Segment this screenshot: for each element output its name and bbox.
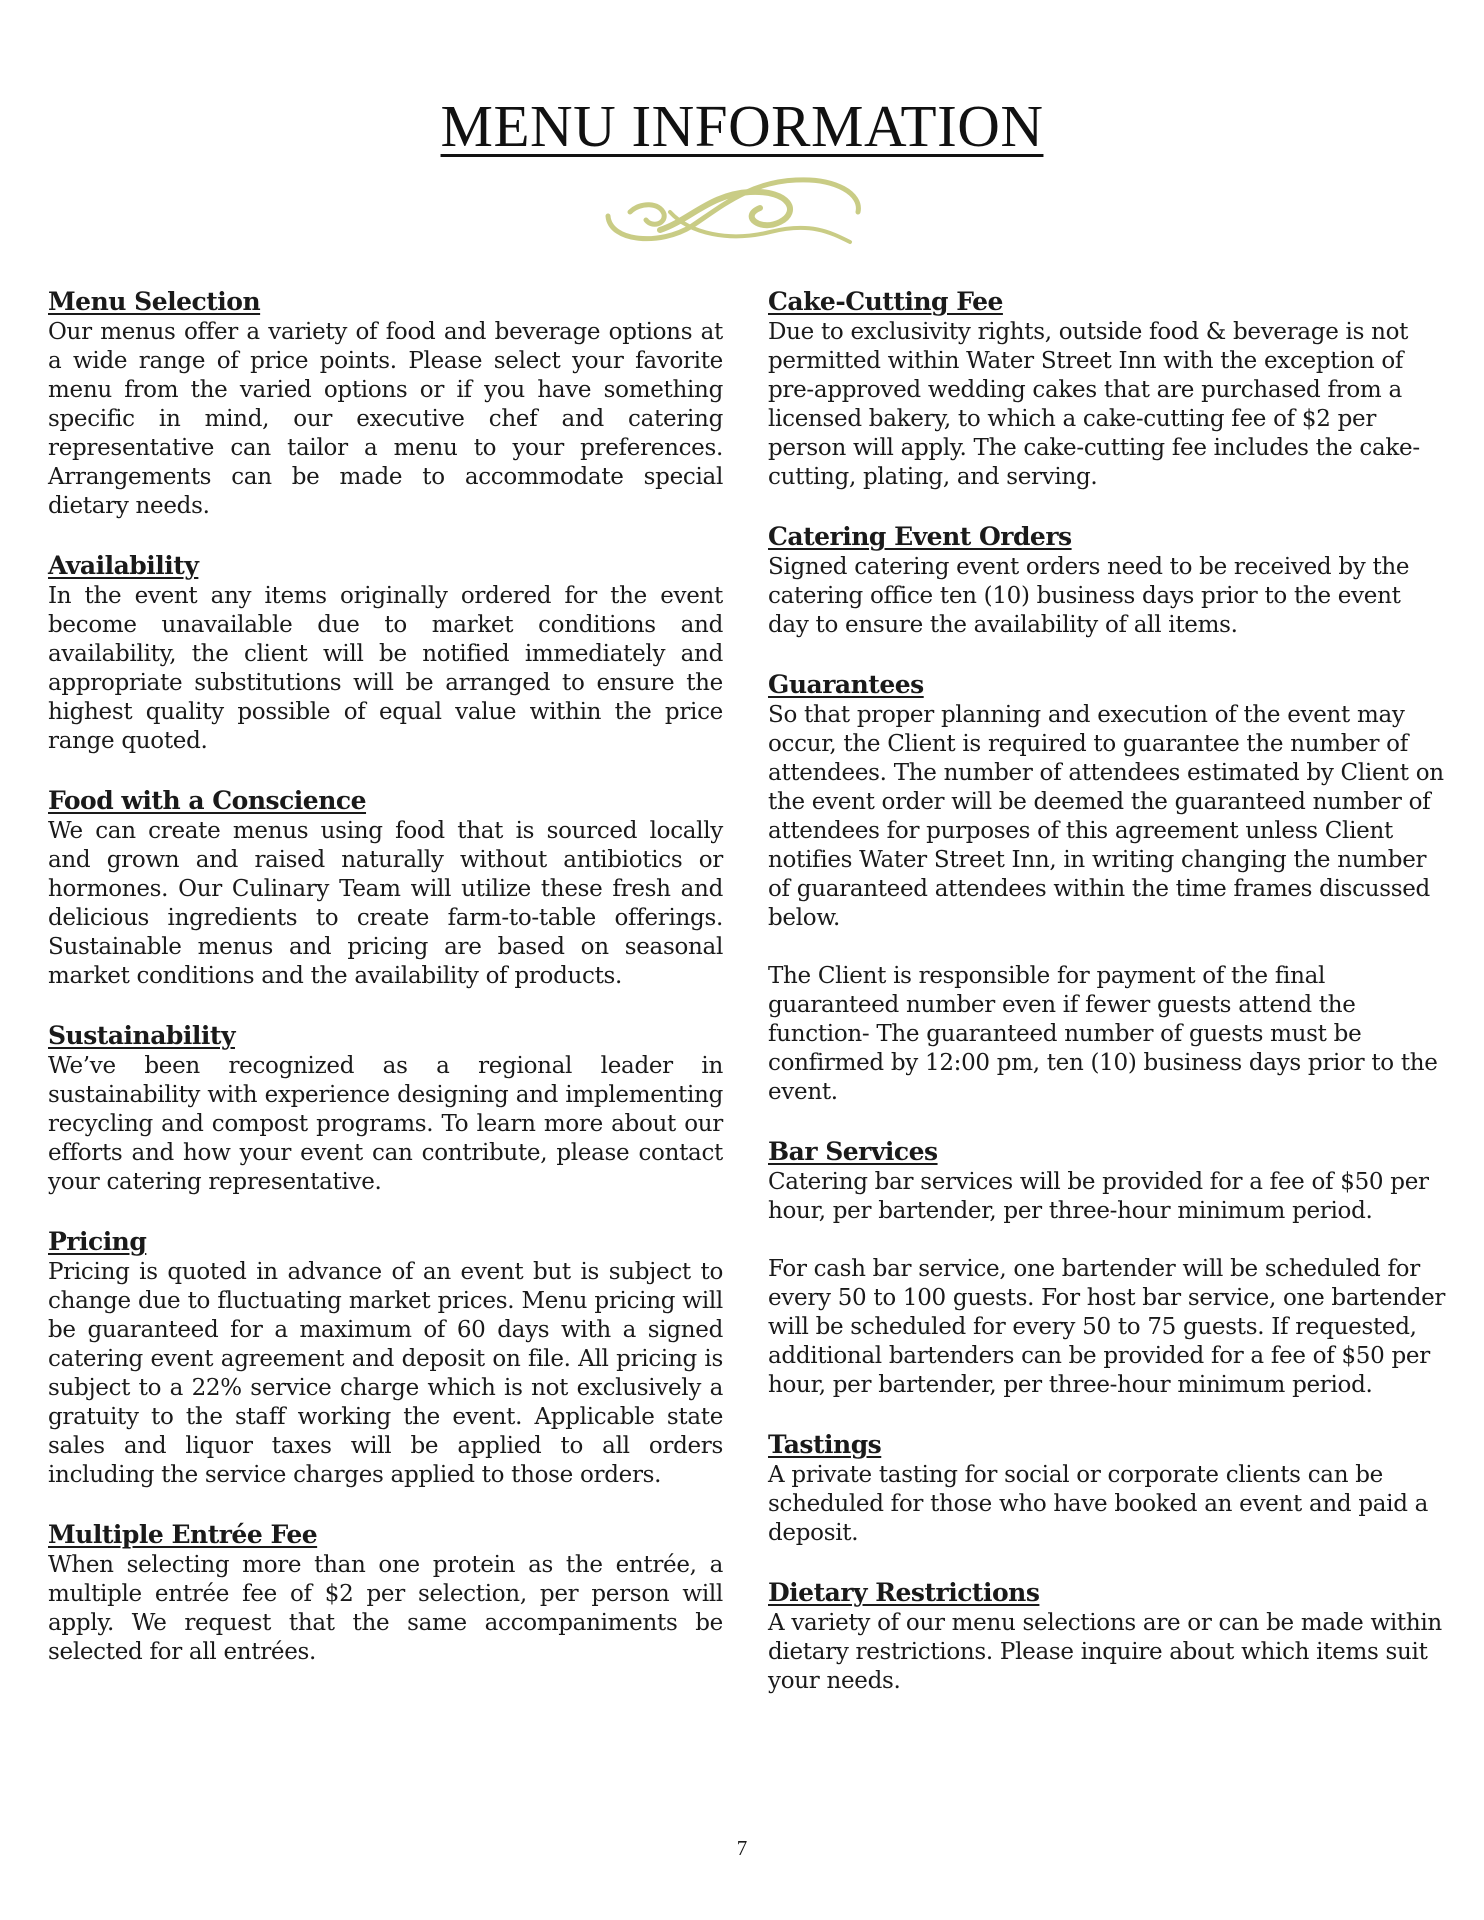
section-paragraph: Signed catering event orders need to be received by the catering office ten (10) business days prior to the event day to ensure the availability of all items.: [768, 554, 1410, 638]
section-paragraph: When selecting more than one protein as the entrée, a multiple entrée fee of $2 per selection, per person will apply. We request that the same accompaniments be selected for all entrées.: [48, 1552, 723, 1665]
section-heading: Guarantees: [768, 670, 924, 699]
section-dietary-restrictions: [768, 1577, 1448, 1696]
section-cake-cutting-fee: [768, 286, 1448, 492]
section-paragraph: A private tasting for social or corporate clients can be scheduled for those who have booked an event and paid a deposit.: [768, 1462, 1429, 1546]
section-heading: Cake-Cutting Fee: [768, 287, 1003, 316]
section-guarantees: [768, 669, 1448, 1107]
section-catering-event-orders: [768, 521, 1448, 640]
section-heading: Pricing: [48, 1227, 147, 1256]
left-column: [48, 286, 723, 1696]
section-paragraph: Our menus offer a variety of food and beverage options at a wide range of price points. Please select your favorite menu from the varied options or if you have something specific in mind, our executive chef and catering representative can tailor a menu to your preferences. Arrangements can be made to accommodate special dietary needs.: [48, 319, 723, 519]
right-column: [768, 286, 1448, 1725]
section-paragraph: For cash bar service, one bartender will be scheduled for every 50 to 100 guests. For host bar service, one bartender will be scheduled for every 50 to 75 guests. If requested, additional bartenders can be provided for a fee of $50 per hour, per bartender, per three-hour minimum period.: [768, 1256, 1446, 1398]
page-number: 7: [736, 1836, 748, 1860]
section-paragraph: The Client is responsible for payment of the final guaranteed number even if fewer guests attend the function- The guaranteed number of guests must be confirmed by 12:00 pm, ten (10) business days prior to the event.: [768, 963, 1438, 1105]
section-paragraph: In the event any items originally ordered for the event become unavailable due to market conditions and availability, the client will be notified immediately and appropriate substitutions will be arranged to ensure the highest quality possible of equal value within the price range quoted.: [48, 583, 723, 754]
section-sustainability: [48, 1020, 723, 1197]
section-availability: [48, 550, 723, 756]
section-bar-services: [768, 1136, 1448, 1400]
section-pricing: [48, 1226, 723, 1490]
section-multiple-entree-fee: [48, 1519, 723, 1667]
section-paragraph: Due to exclusivity rights, outside food & beverage is not permitted within Water Street Inn with the exception of pre-approved wedding cakes that are purchased from a licensed bakery, to which a cake-cutting fee of $2 per person will apply. The cake-cutting fee includes the cake-cutting, plating, and serving.: [768, 319, 1420, 490]
section-heading: Bar Services: [768, 1137, 938, 1166]
section-paragraph: Catering bar services will be provided for a fee of $50 per hour, per bartender, per three-hour minimum period.: [768, 1169, 1429, 1224]
section-menu-selection: [48, 286, 723, 521]
section-paragraph: We’ve been recognized as a regional leader in sustainability with experience designing and implementing recycling and compost programs. To learn more about our efforts and how your event can contribute, please contact your catering representative.: [48, 1053, 723, 1195]
section-heading: Availability: [48, 551, 199, 580]
section-heading: Dietary Restrictions: [768, 1578, 1040, 1607]
section-paragraph: We can create menus using food that is sourced locally and grown and raised naturally without antibiotics or hormones. Our Culinary Team will utilize these fresh and delicious ingredients to create farm-to-table offerings. Sustainable menus and pricing are based on seasonal market conditions and the availability of products.: [48, 818, 723, 989]
flourish-ornament-icon: [600, 172, 878, 254]
section-paragraph: Pricing is quoted in advance of an event but is subject to change due to fluctuating market prices. Menu pricing will be guaranteed for a maximum of 60 days with a signed catering event agreement and deposit on file. All pricing is subject to a 22% service charge which is not exclusively a gratuity to the staff working the event. Applicable state sales and liquor taxes will be applied to all orders including the service charges applied to those orders.: [48, 1259, 723, 1488]
section-heading: Tastings: [768, 1430, 882, 1459]
section-food-with-a-conscience: [48, 785, 723, 991]
page-title: MENU INFORMATION: [440, 93, 1044, 159]
section-heading: Food with a Conscience: [48, 786, 367, 815]
section-paragraph: A variety of our menu selections are or can be made within dietary restrictions. Please inquire about which items suit your needs.: [768, 1610, 1442, 1694]
section-heading: Catering Event Orders: [768, 522, 1072, 551]
section-heading: Multiple Entrée Fee: [48, 1520, 318, 1549]
section-heading: Sustainability: [48, 1021, 235, 1050]
section-heading: Menu Selection: [48, 287, 261, 316]
section-paragraph: So that proper planning and execution of the event may occur, the Client is required to guarantee the number of attendees. The number of attendees estimated by Client on the event order will be deemed the guaranteed number of attendees for purposes of this agreement unless Client notifies Water Street Inn, in writing changing the number of guaranteed attendees within the time frames discussed below.: [768, 702, 1444, 931]
section-tastings: [768, 1429, 1448, 1548]
